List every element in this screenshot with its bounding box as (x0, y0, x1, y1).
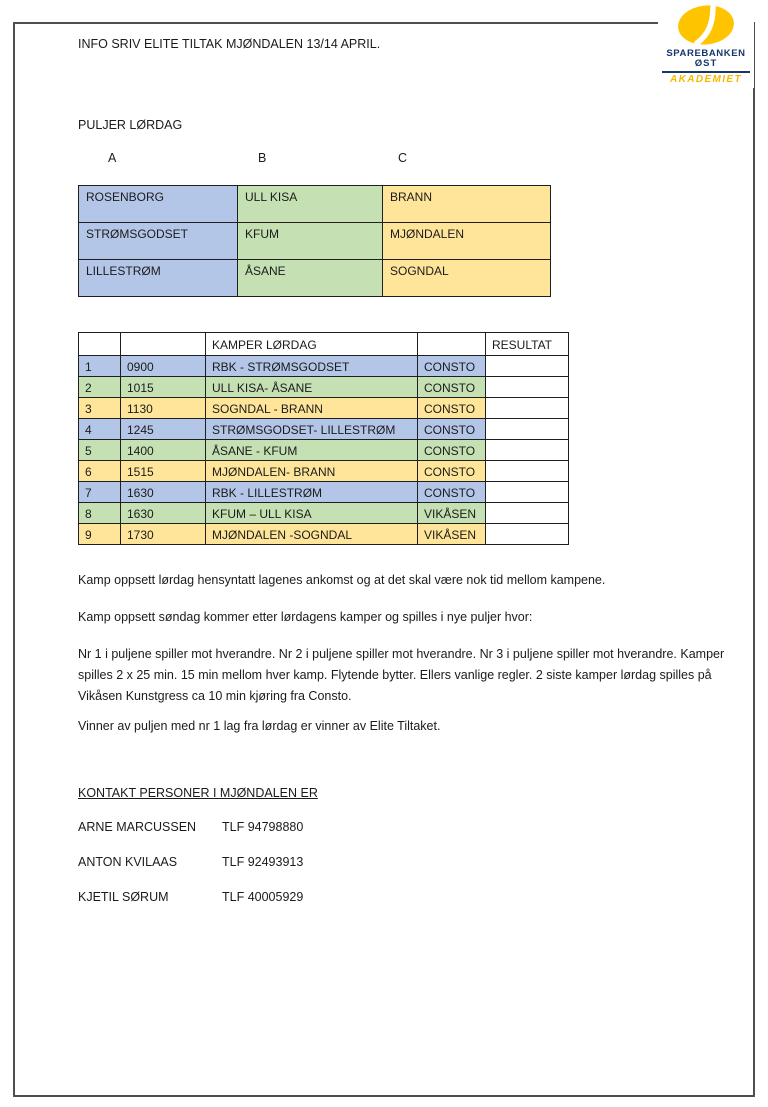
page-border (13, 22, 755, 1097)
schedule-row (79, 482, 569, 503)
contact-name: KJETIL SØRUM (78, 890, 169, 904)
pool-cell: MJØNDALEN (383, 223, 551, 260)
schedule-nr-cell: 8 (79, 503, 121, 524)
schedule-venue-cell: CONSTO (418, 377, 486, 398)
schedule-time-cell: 1730 (121, 524, 206, 545)
pools-row (79, 260, 551, 297)
pool-cell: BRANN (383, 186, 551, 223)
schedule-row (79, 356, 569, 377)
schedule-time-cell: 1245 (121, 419, 206, 440)
schedule-nr-cell: 3 (79, 398, 121, 419)
pools-table (78, 185, 551, 297)
pool-cell: ROSENBORG (79, 186, 238, 223)
schedule-time-cell: 1400 (121, 440, 206, 461)
schedule-header-kamper: KAMPER LØRDAG (206, 333, 418, 356)
document-title: INFO SRIV ELITE TILTAK MJØNDALEN 13/14 APRIL. (78, 37, 381, 51)
schedule-header-row (79, 333, 569, 356)
contact-phone: TLF 40005929 (222, 890, 304, 904)
schedule-venue-cell: VIKÅSEN (418, 524, 486, 545)
schedule-venue-cell: CONSTO (418, 440, 486, 461)
schedule-table (78, 332, 569, 545)
schedule-match-cell: KFUM – ULL KISA (206, 503, 418, 524)
schedule-match-cell: RBK - STRØMSGODSET (206, 356, 418, 377)
schedule-venue-cell: CONSTO (418, 461, 486, 482)
schedule-header-nr (79, 333, 121, 356)
schedule-time-cell: 1630 (121, 503, 206, 524)
schedule-venue-cell: CONSTO (418, 419, 486, 440)
pool-column-label-b: B (258, 151, 267, 165)
schedule-match-cell: SOGNDAL - BRANN (206, 398, 418, 419)
schedule-match-cell: ÅSANE - KFUM (206, 440, 418, 461)
logo-akademiet-label: AKADEMIET (669, 74, 743, 85)
schedule-nr-cell: 7 (79, 482, 121, 503)
schedule-match-cell: ULL KISA- ÅSANE (206, 377, 418, 398)
schedule-nr-cell: 2 (79, 377, 121, 398)
schedule-result-cell (486, 461, 569, 482)
contacts-heading: KONTAKT PERSONER I MJØNDALEN ER (78, 786, 318, 800)
schedule-nr-cell: 1 (79, 356, 121, 377)
schedule-row (79, 524, 569, 545)
contact-name: ARNE MARCUSSEN (78, 820, 197, 834)
logo-divider (662, 71, 750, 73)
pool-cell: LILLESTRØM (79, 260, 238, 297)
schedule-result-cell (486, 524, 569, 545)
schedule-result-cell (486, 503, 569, 524)
schedule-match-cell: STRØMSGODSET- LILLESTRØM (206, 419, 418, 440)
pool-cell: KFUM (238, 223, 383, 260)
schedule-result-cell (486, 482, 569, 503)
pools-heading: PULJER LØRDAG (78, 118, 183, 132)
schedule-result-cell (486, 419, 569, 440)
schedule-venue-cell: VIKÅSEN (418, 503, 486, 524)
contact-phone: TLF 94798880 (222, 820, 304, 834)
pools-row (79, 223, 551, 260)
logo-bank-name: SPAREBANKEN (666, 48, 746, 59)
pool-column-label-c: C (398, 151, 408, 165)
schedule-row (79, 440, 569, 461)
schedule-row (79, 503, 569, 524)
paragraph-kamp-oppsett-lordag: Kamp oppsett lørdag hensyntatt lagenes ankomst og at det skal være nok tid mellom kampene. (78, 573, 606, 587)
schedule-match-cell: RBK - LILLESTRØM (206, 482, 418, 503)
schedule-nr-cell: 4 (79, 419, 121, 440)
schedule-venue-cell: CONSTO (418, 398, 486, 419)
schedule-result-cell (486, 440, 569, 461)
contact-phone: TLF 92493913 (222, 855, 304, 869)
schedule-nr-cell: 5 (79, 440, 121, 461)
sparebanken-ost-logo (658, 2, 754, 88)
schedule-match-cell: MJØNDALEN -SOGNDAL (206, 524, 418, 545)
schedule-venue-cell: CONSTO (418, 356, 486, 377)
schedule-time-cell: 1630 (121, 482, 206, 503)
pool-cell: SOGNDAL (383, 260, 551, 297)
schedule-header-resultat: RESULTAT (486, 333, 569, 356)
schedule-time-cell: 0900 (121, 356, 206, 377)
schedule-venue-cell: CONSTO (418, 482, 486, 503)
paragraph-rules: Nr 1 i puljene spiller mot hverandre. Nr 2 i puljene spiller mot hverandre. Nr 3 i puljene spiller mot hverandre. Kamper spilles 2 x 25 min. 15 min mellom hver kamp. Flytende bytter. Ellers vanlige regler. 2 siste kamper lørdag spilles på Vikåsen Kunstgress ca 10 min kjøring fra Consto. (78, 647, 725, 703)
pools-row (79, 186, 551, 223)
schedule-time-cell: 1015 (121, 377, 206, 398)
schedule-time-cell: 1515 (121, 461, 206, 482)
schedule-row (79, 377, 569, 398)
schedule-header-venue (418, 333, 486, 356)
contact-row (78, 820, 303, 834)
schedule-match-cell: MJØNDALEN- BRANN (206, 461, 418, 482)
pool-column-label-a: A (108, 151, 117, 165)
logo-bank-name-line2: ØST (694, 58, 718, 69)
schedule-nr-cell: 6 (79, 461, 121, 482)
logo-swoosh-ellipse-icon (671, 4, 741, 48)
schedule-header-time (121, 333, 206, 356)
paragraph-winner: Vinner av puljen med nr 1 lag fra lørdag er vinner av Elite Tiltaket. (78, 719, 441, 733)
contact-row (78, 855, 303, 869)
contact-row (78, 890, 303, 904)
pool-cell: ÅSANE (238, 260, 383, 297)
paragraph-kamp-oppsett-sondag: Kamp oppsett søndag kommer etter lørdagens kamper og spilles i nye puljer hvor: (78, 610, 533, 624)
schedule-nr-cell: 9 (79, 524, 121, 545)
pool-cell: ULL KISA (238, 186, 383, 223)
schedule-row (79, 461, 569, 482)
schedule-row (79, 419, 569, 440)
contact-name: ANTON KVILAAS (78, 855, 178, 869)
schedule-row (79, 398, 569, 419)
schedule-time-cell: 1130 (121, 398, 206, 419)
schedule-result-cell (486, 398, 569, 419)
pool-cell: STRØMSGODSET (79, 223, 238, 260)
schedule-result-cell (486, 356, 569, 377)
schedule-result-cell (486, 377, 569, 398)
